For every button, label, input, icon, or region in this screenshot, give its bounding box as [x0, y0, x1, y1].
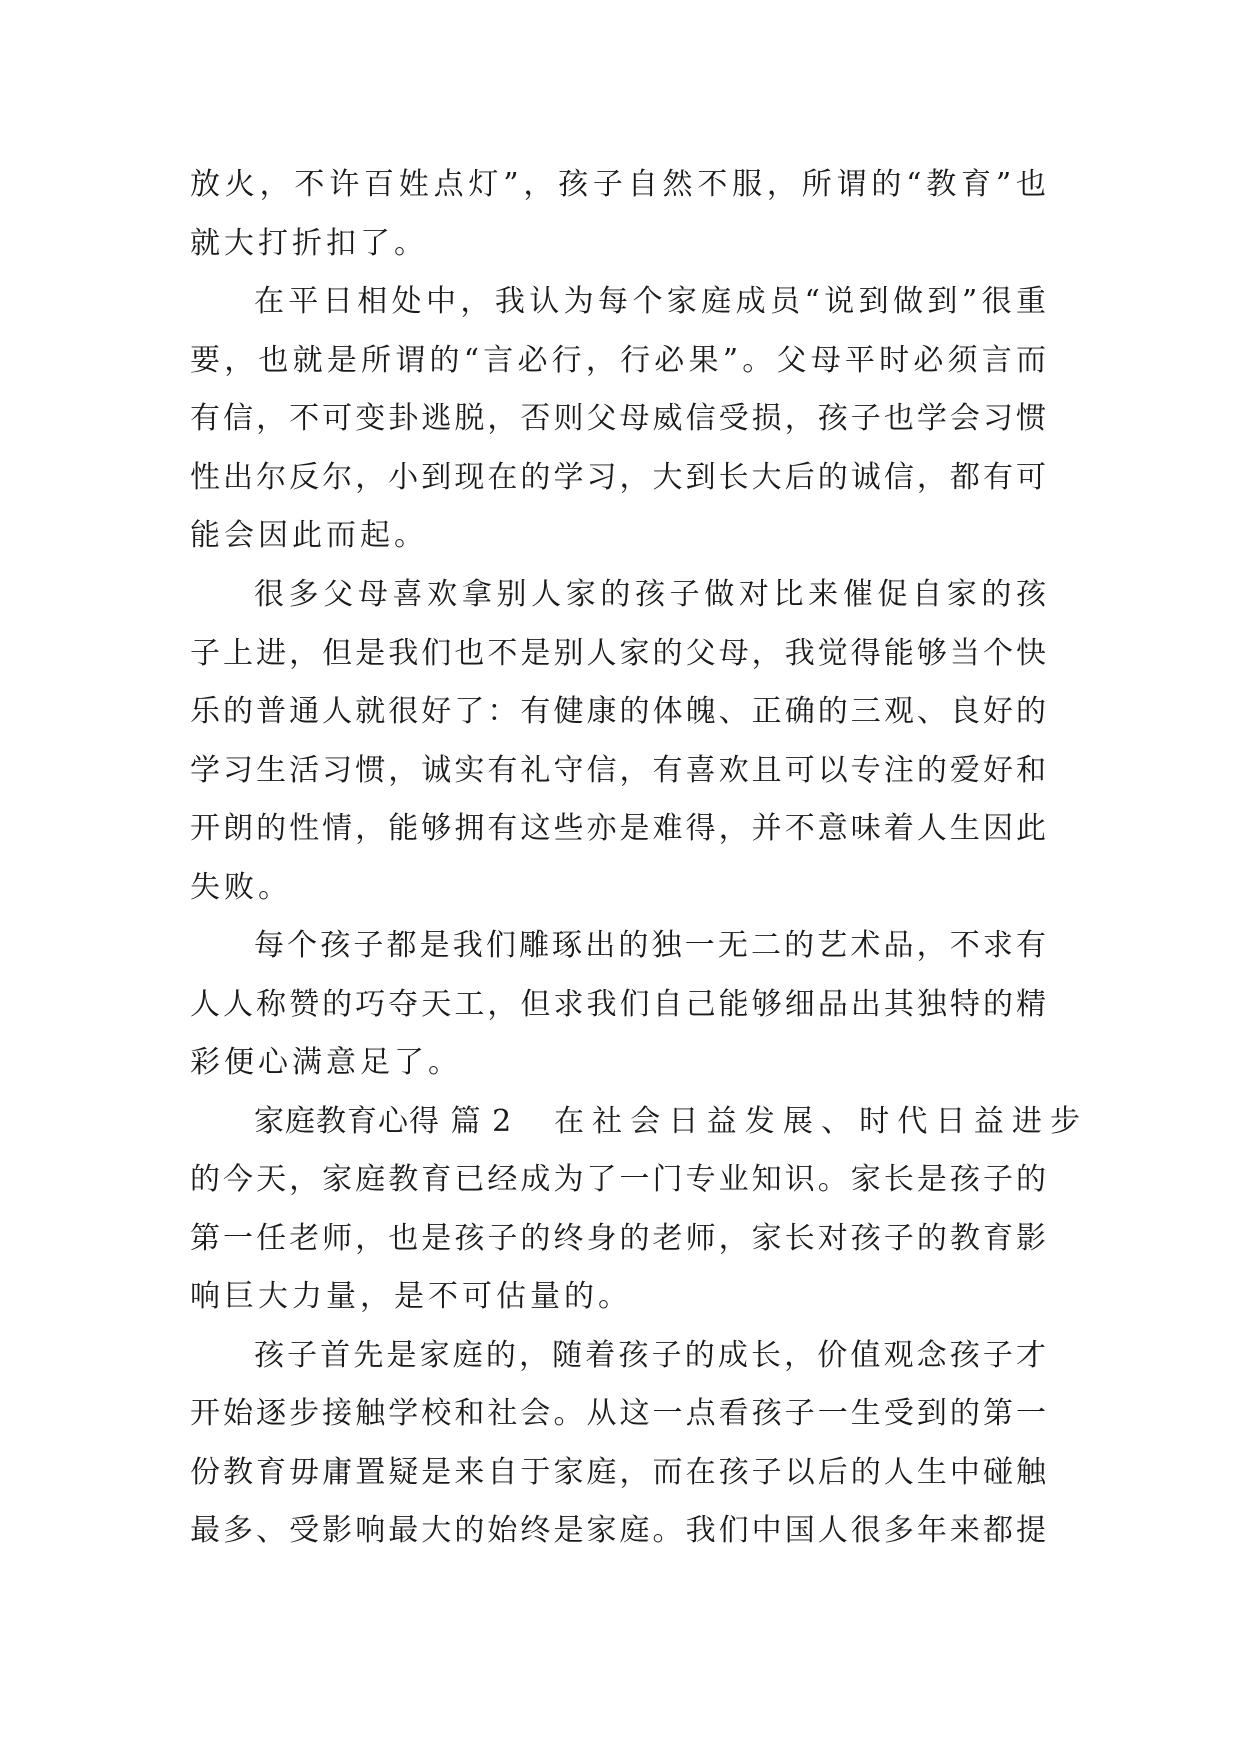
text-line: 能会因此而起。: [190, 518, 428, 553]
text-line: 人人称赞的巧夺天工，但求我们自己能够细品出其独特的精: [190, 987, 1046, 1022]
text-line: 响巨大力量，是不可估量的。: [190, 1279, 632, 1314]
text-line: 要，也就是所谓的“言必行，行必果”。父母平时必须言而: [190, 343, 1046, 378]
text-line: 孩子首先是家庭的，随着孩子的成长，价值观念孩子才: [254, 1338, 1046, 1373]
text-line: 最多、受影响最大的始终是家庭。我们中国人很多年来都提: [190, 1513, 1046, 1548]
text-line: 第一任老师，也是孩子的终身的老师，家长对孩子的教育影: [190, 1221, 1046, 1256]
text-line: 每个孩子都是我们雕琢出的独一无二的艺术品，不求有: [254, 928, 1046, 963]
text-line: 彩便心满意足了。: [190, 1045, 462, 1080]
text-line: 就大打折扣了。: [190, 226, 428, 261]
text-line: 开始逐步接触学校和社会。从这一点看孩子一生受到的第一: [190, 1396, 1046, 1431]
text-line: 学习生活习惯，诚实有礼守信，有喜欢且可以专注的爱好和: [190, 753, 1046, 788]
text-line: 失败。: [190, 870, 292, 905]
text-line: 有信，不可变卦逃脱，否则父母威信受损，孩子也学会习惯: [190, 401, 1046, 436]
text-line: 很多父母喜欢拿别人家的孩子做对比来催促自家的孩: [254, 577, 1046, 612]
text-line: 的今天，家庭教育已经成为了一门专业知识。家长是孩子的: [190, 1162, 1046, 1197]
text-line: 性出尔反尔，小到现在的学习，大到长大后的诚信，都有可: [190, 460, 1046, 495]
text-line: 开朗的性情，能够拥有这些亦是难得，并不意味着人生因此: [190, 811, 1046, 846]
section-heading: 家庭教育心得 篇 2: [254, 1104, 513, 1139]
text-line: 份教育毋庸置疑是来自于家庭，而在孩子以后的人生中碰触: [190, 1455, 1046, 1490]
section-heading-line: [254, 1097, 1080, 1147]
text-line: 在平日相处中，我认为每个家庭成员“说到做到”很重: [254, 284, 1046, 319]
text-line: 子上进，但是我们也不是别人家的父母，我觉得能够当个快: [190, 636, 1046, 671]
text-line: 乐的普通人就很好了：有健康的体魄、正确的三观、良好的: [190, 694, 1046, 729]
text-line: 放火，不许百姓点灯”，孩子自然不服，所谓的“教育”也: [190, 167, 1046, 202]
text-line: 在社会日益发展、时代日益进步: [554, 1104, 1080, 1139]
